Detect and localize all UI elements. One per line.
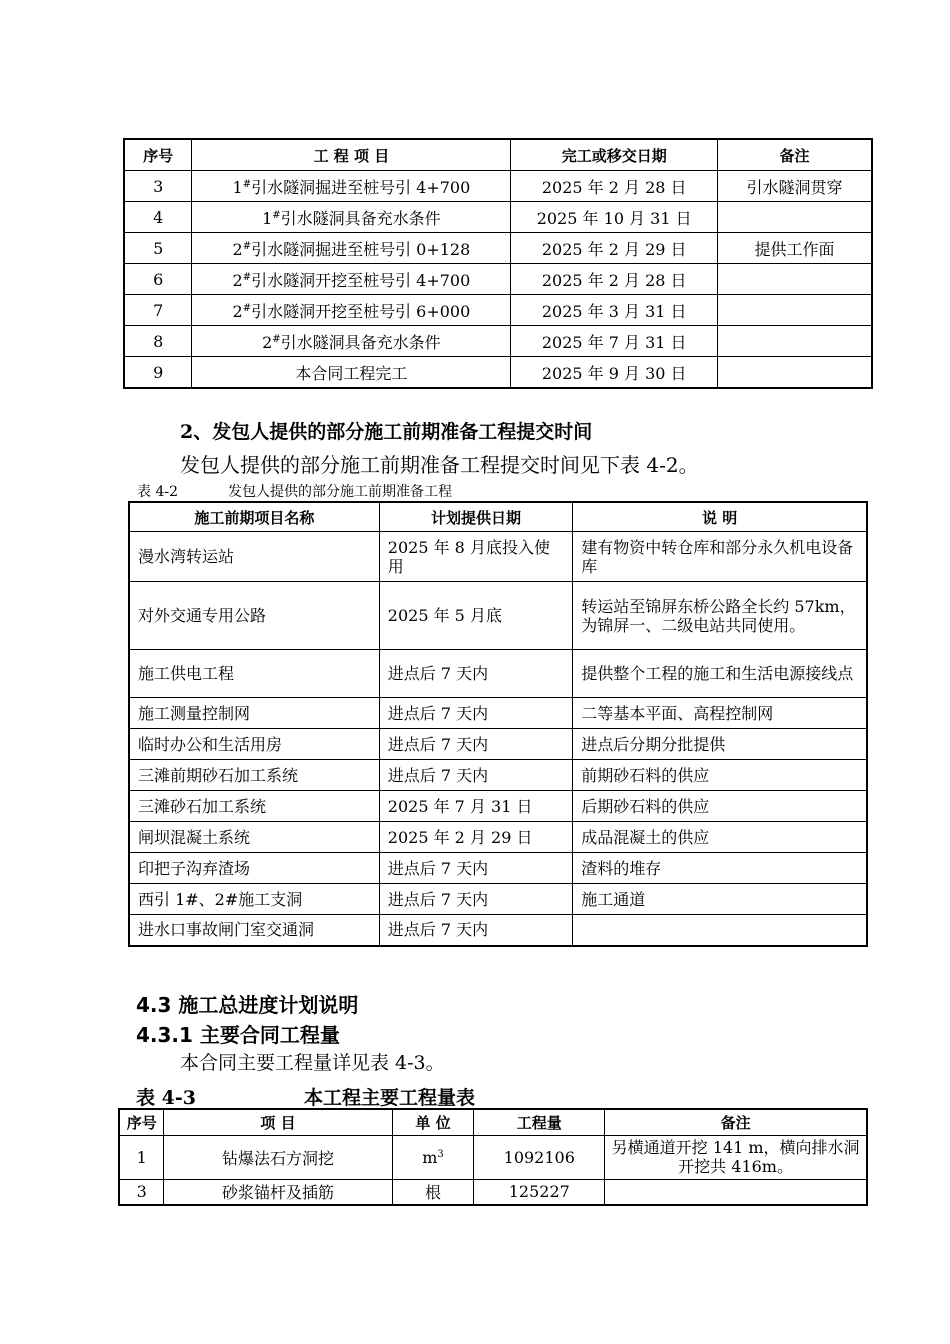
unit-superscript: 3	[437, 1148, 444, 1160]
unit-text: 根	[424, 1183, 441, 1203]
row-desc: 进点后分期分批提供	[573, 729, 867, 760]
schedule-table	[123, 138, 873, 389]
table-row	[129, 760, 867, 791]
section-heading-4-3: 4.3 施工总进度计划说明	[136, 993, 359, 1017]
table-row	[129, 915, 867, 946]
item-superscript: #	[242, 240, 252, 252]
row-note	[717, 295, 872, 326]
row-date: 进点后 7 天内	[379, 760, 573, 791]
row-number: 4	[124, 202, 192, 233]
row-note: 提供工作面	[717, 233, 872, 264]
item-superscript: #	[242, 271, 252, 283]
row-desc: 转运站至锦屏东桥公路全长约 57km，为锦屏一、二级电站共同使用。	[573, 582, 867, 650]
header-item: 工 程 项 目	[192, 139, 511, 171]
row-number: 1	[119, 1135, 164, 1179]
item-superscript: #	[242, 302, 252, 314]
row-note	[717, 202, 872, 233]
row-name: 三滩砂石加工系统	[129, 791, 379, 822]
row-number: 9	[124, 357, 192, 389]
row-date: 2025 年 2 月 29 日	[379, 822, 573, 853]
header-qty: 工程量	[474, 1109, 605, 1135]
row-desc: 渣料的堆存	[573, 853, 867, 884]
header-note: 备注	[717, 139, 872, 171]
header-no: 序号	[124, 139, 192, 171]
item-prefix: 2	[262, 332, 273, 352]
table-caption-title: 发包人提供的部分施工前期准备工程	[228, 484, 452, 500]
row-item	[192, 171, 511, 202]
row-date: 2025 年 2 月 29 日	[511, 233, 717, 264]
row-number: 3	[119, 1179, 164, 1205]
row-date: 进点后 7 天内	[379, 650, 573, 698]
row-name: 进水口事故闸门室交通洞	[129, 915, 379, 946]
row-date: 2025 年 8 月底投入使用	[379, 532, 573, 582]
row-desc: 后期砂石料的供应	[573, 791, 867, 822]
item-superscript: #	[272, 209, 281, 221]
table-row	[129, 729, 867, 760]
row-item	[192, 202, 511, 233]
header-name: 施工前期项目名称	[129, 502, 379, 532]
header-unit: 单 位	[392, 1109, 474, 1135]
row-note: 另横通道开挖 141 m，横向排水洞开挖共 416m。	[605, 1135, 867, 1179]
row-name: 漫水湾转运站	[129, 532, 379, 582]
table-row	[129, 791, 867, 822]
row-name: 临时办公和生活用房	[129, 729, 379, 760]
row-note	[717, 264, 872, 295]
table-row	[129, 853, 867, 884]
section-heading: 2、发包人提供的部分施工前期准备工程提交时间	[180, 421, 593, 443]
item-prefix: 2	[232, 270, 243, 290]
row-desc: 建有物资中转仓库和部分永久机电设备库	[573, 532, 867, 582]
table-row	[119, 1179, 867, 1205]
row-note	[717, 357, 872, 389]
header-no: 序号	[119, 1109, 164, 1135]
row-number: 7	[124, 295, 192, 326]
header-item: 项 目	[164, 1109, 392, 1135]
row-name: 施工测量控制网	[129, 698, 379, 729]
row-desc: 成品混凝土的供应	[573, 822, 867, 853]
row-quantity: 1092106	[474, 1135, 605, 1179]
table-header-row	[119, 1109, 867, 1135]
row-unit	[392, 1179, 474, 1205]
row-number: 8	[124, 326, 192, 357]
item-text: 引水隧洞开挖至桩号引 6+000	[251, 301, 471, 321]
table-row	[129, 884, 867, 915]
row-date: 2025 年 5 月底	[379, 582, 573, 650]
subsection-heading-4-3-1: 4.3.1 主要合同工程量	[136, 1023, 340, 1047]
table-row	[124, 233, 872, 264]
row-name: 西引 1#、2#施工支洞	[129, 884, 379, 915]
row-note	[717, 326, 872, 357]
item-text: 引水隧洞掘进至桩号引 4+700	[251, 177, 471, 197]
row-number: 5	[124, 233, 192, 264]
row-item	[192, 233, 511, 264]
table-row	[129, 582, 867, 650]
row-date: 2025 年 3 月 31 日	[511, 295, 717, 326]
row-date: 2025 年 7 月 31 日	[511, 326, 717, 357]
row-name: 对外交通专用公路	[129, 582, 379, 650]
section-paragraph: 发包人提供的部分施工前期准备工程提交时间见下表 4-2。	[180, 453, 699, 477]
header-date: 计划提供日期	[379, 502, 573, 532]
item-text: 引水隧洞具备充水条件	[280, 332, 441, 352]
item-text: 本合同工程完工	[295, 363, 408, 383]
table-row	[124, 295, 872, 326]
row-number: 3	[124, 171, 192, 202]
table-row	[129, 822, 867, 853]
row-note	[605, 1179, 867, 1205]
header-note: 备注	[605, 1109, 867, 1135]
table-row	[124, 171, 872, 202]
row-date: 进点后 7 天内	[379, 853, 573, 884]
item-prefix: 2	[232, 239, 243, 259]
row-date: 2025 年 7 月 31 日	[379, 791, 573, 822]
table-row	[124, 264, 872, 295]
row-date: 进点后 7 天内	[379, 915, 573, 946]
table-row	[129, 650, 867, 698]
row-item: 钻爆法石方洞挖	[164, 1135, 392, 1179]
section-paragraph: 本合同主要工程量详见表 4-3。	[180, 1052, 445, 1074]
table-caption-title: 本工程主要工程量表	[304, 1087, 476, 1109]
row-desc: 二等基本平面、高程控制网	[573, 698, 867, 729]
table-row	[129, 698, 867, 729]
table-row	[124, 202, 872, 233]
item-superscript: #	[272, 333, 281, 345]
row-name: 印把子沟弃渣场	[129, 853, 379, 884]
row-desc: 施工通道	[573, 884, 867, 915]
row-desc: 前期砂石料的供应	[573, 760, 867, 791]
table-caption-number: 表 4-2	[137, 484, 178, 500]
row-unit	[392, 1135, 474, 1179]
preparation-table	[128, 501, 868, 947]
item-prefix: 2	[232, 301, 243, 321]
row-name: 施工供电工程	[129, 650, 379, 698]
header-desc: 说 明	[573, 502, 867, 532]
row-desc	[573, 915, 867, 946]
item-prefix: 1	[232, 177, 243, 197]
table-row	[124, 357, 872, 389]
table-header-row	[129, 502, 867, 532]
row-date: 2025 年 2 月 28 日	[511, 171, 717, 202]
row-item	[192, 357, 511, 389]
row-name: 闸坝混凝土系统	[129, 822, 379, 853]
table-caption-number: 表 4-3	[136, 1087, 196, 1109]
row-name: 三滩前期砂石加工系统	[129, 760, 379, 791]
header-date: 完工或移交日期	[511, 139, 717, 171]
item-prefix: 1	[262, 208, 273, 228]
table-row	[124, 326, 872, 357]
row-item: 砂浆锚杆及插筋	[164, 1179, 392, 1205]
table-row	[129, 532, 867, 582]
item-text: 引水隧洞掘进至桩号引 0+128	[251, 239, 471, 259]
table-header-row	[124, 139, 872, 171]
item-text: 引水隧洞具备充水条件	[280, 208, 441, 228]
row-date: 2025 年 9 月 30 日	[511, 357, 717, 389]
row-date: 进点后 7 天内	[379, 698, 573, 729]
quantity-table	[118, 1108, 868, 1206]
row-quantity: 125227	[474, 1179, 605, 1205]
row-item	[192, 326, 511, 357]
row-number: 6	[124, 264, 192, 295]
unit-text: m	[422, 1147, 438, 1167]
row-note: 引水隧洞贯穿	[717, 171, 872, 202]
row-item	[192, 295, 511, 326]
table-row	[119, 1135, 867, 1179]
row-date: 2025 年 2 月 28 日	[511, 264, 717, 295]
row-date: 进点后 7 天内	[379, 729, 573, 760]
row-item	[192, 264, 511, 295]
row-desc: 提供整个工程的施工和生活电源接线点	[573, 650, 867, 698]
item-text: 引水隧洞开挖至桩号引 4+700	[251, 270, 471, 290]
row-date: 进点后 7 天内	[379, 884, 573, 915]
row-date: 2025 年 10 月 31 日	[511, 202, 717, 233]
item-superscript: #	[242, 178, 252, 190]
